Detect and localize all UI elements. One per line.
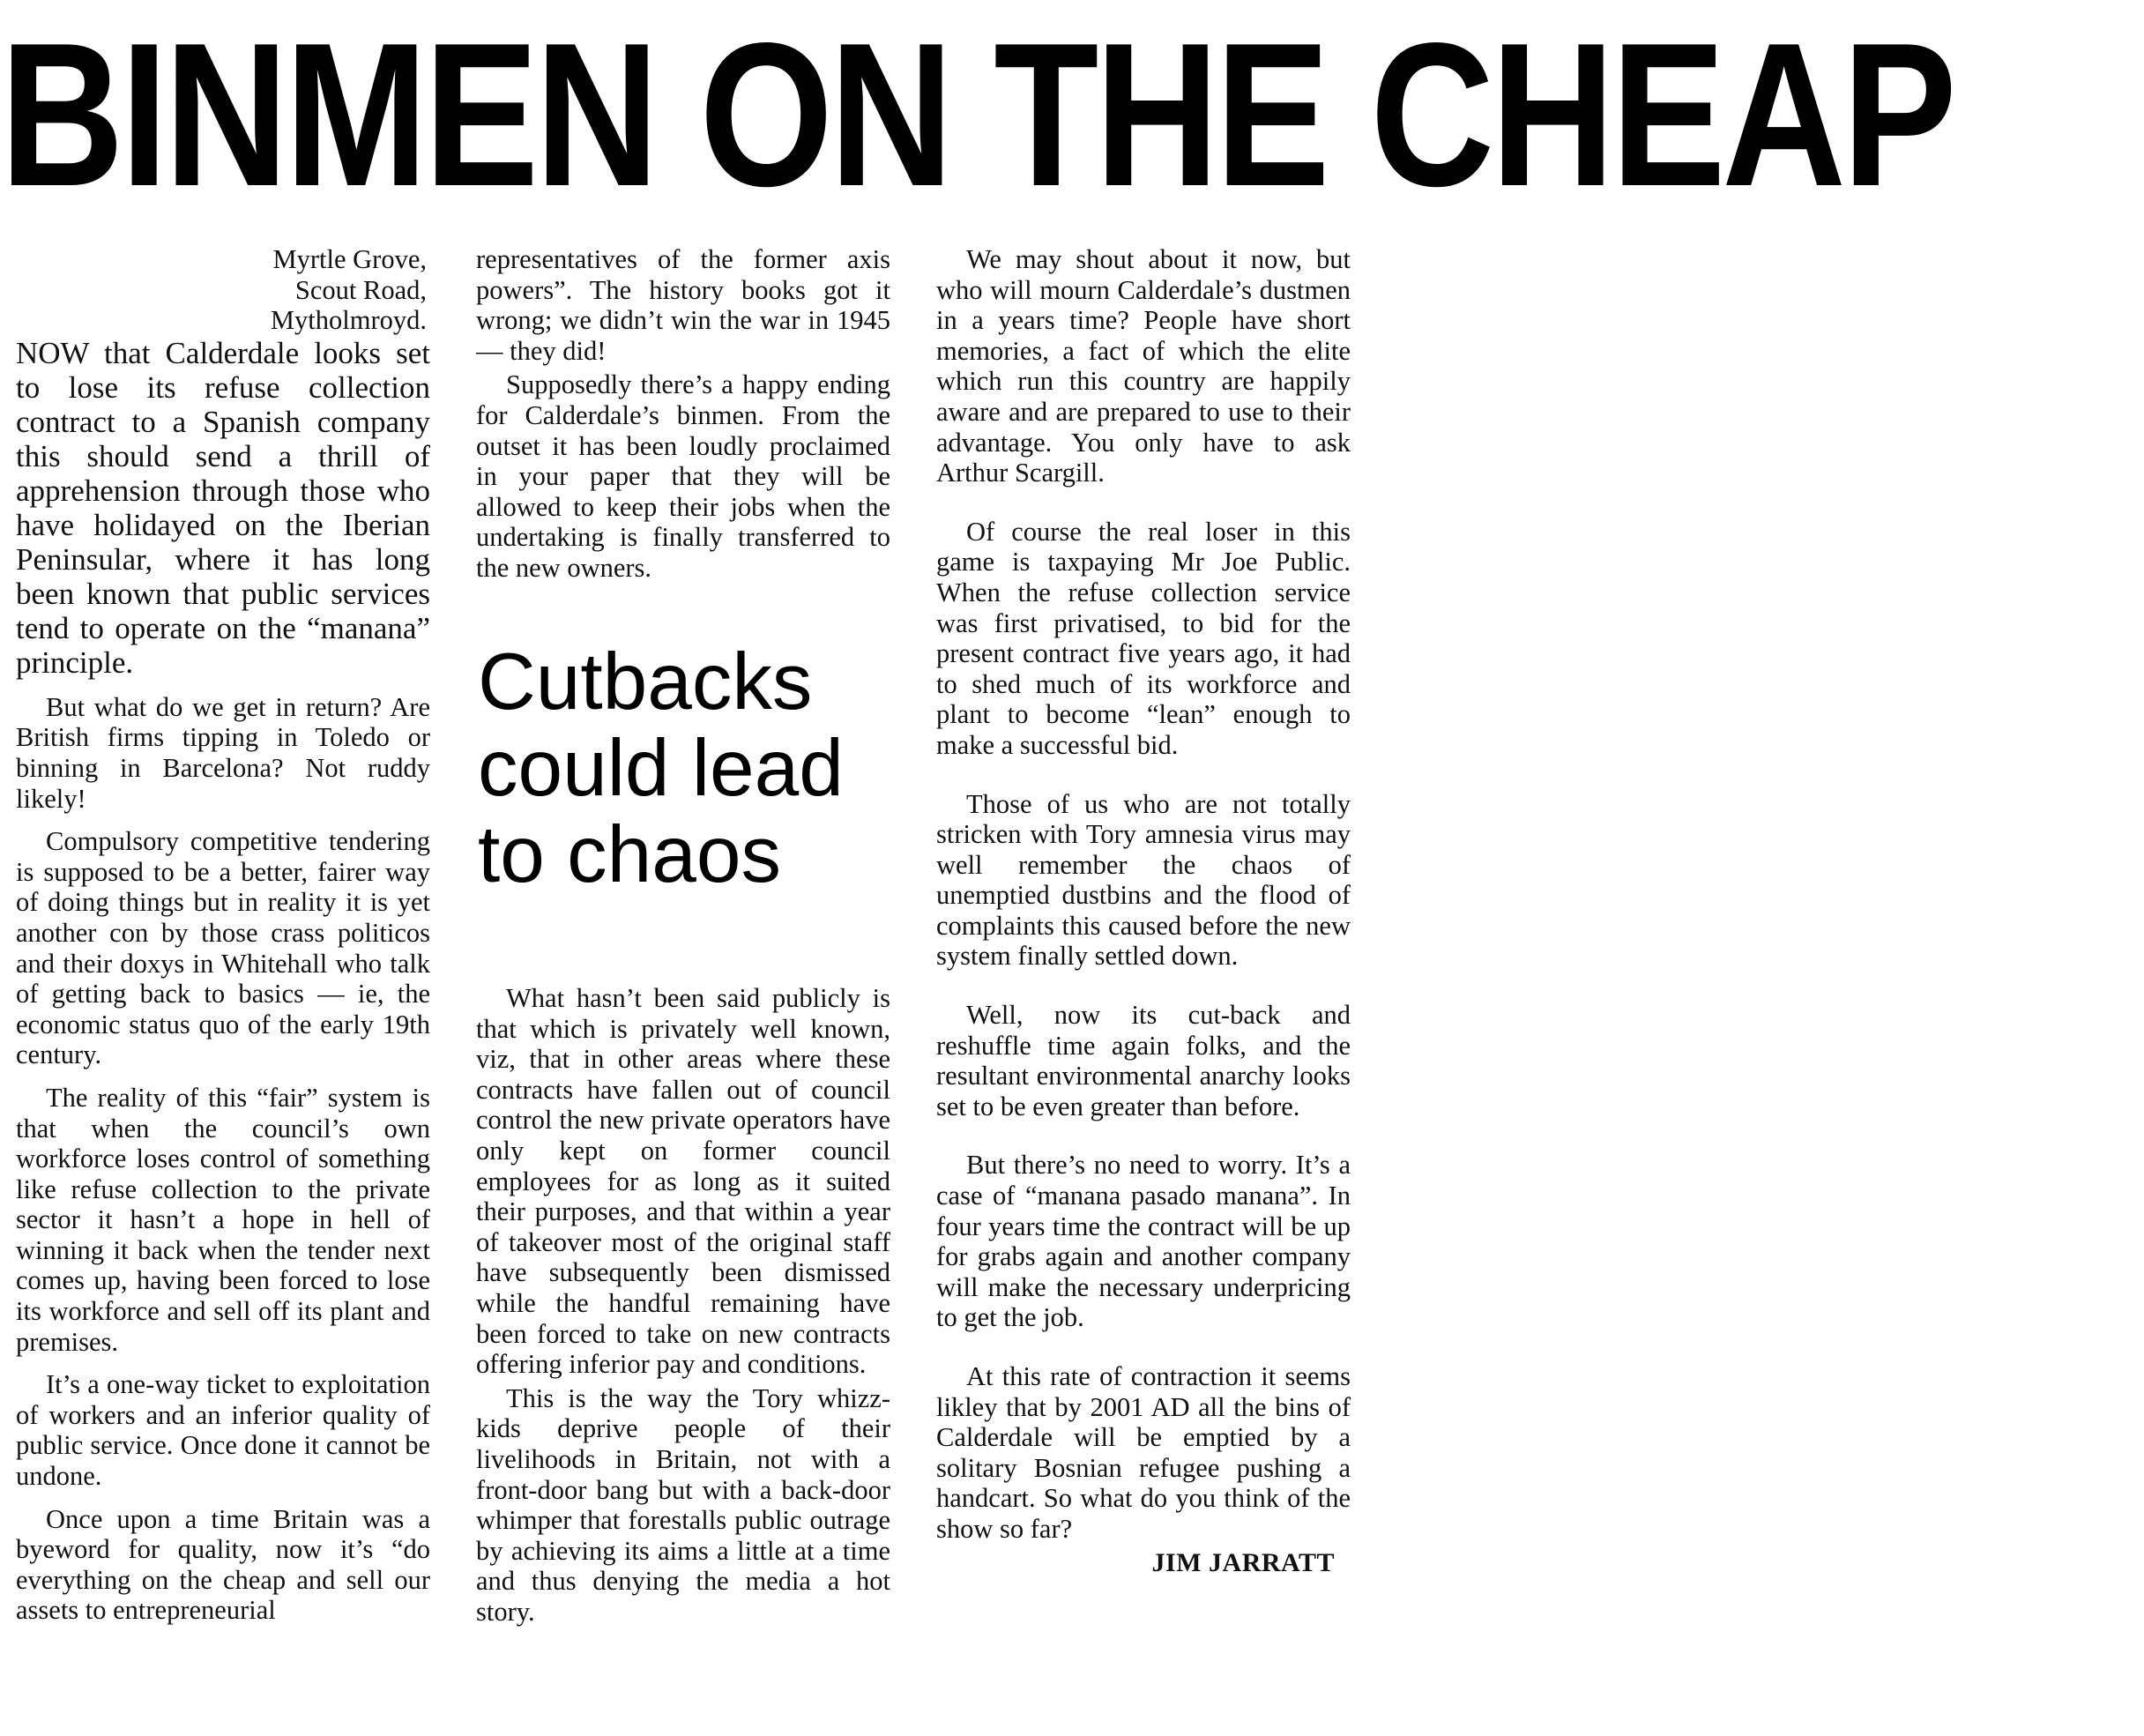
paragraph: Of course the real loser in this game is taxpaying Mr Joe Public. When the refuse collection service was first privatised, to bid for the present contract five years ago, it had to shed much of its workforce and plant to become “lean” enough to make a successful bid. bbox=[936, 516, 1351, 760]
address-line: Myrtle Grove, bbox=[272, 244, 427, 274]
paragraph: It’s a one-way ticket to exploitation of workers and an inferior quality of public service. Once done it cannot be undone. bbox=[16, 1369, 430, 1492]
address-line: Scout Road, bbox=[294, 274, 427, 305]
paragraph: NOW that Calderdale looks set to lose its refuse collection contract to a Spanish company this should send a thrill of apprehension through those who have holidayed on the Iberian Peninsular, where it has long been known that public services tend to operate on the “manana” principle. bbox=[16, 335, 430, 680]
letter-column-1 bbox=[16, 244, 430, 1626]
letter-column-3 bbox=[936, 244, 1351, 1578]
paragraph: Well, now its cut-back and reshuffle time again folks, and the resultant environmental anarchy looks set to be even greater than before. bbox=[936, 1000, 1351, 1121]
sender-address bbox=[16, 244, 430, 336]
letter-column-2-top bbox=[476, 244, 890, 584]
paragraph: This is the way the Tory whizz-kids deprive people of their livelihoods in Britain, not with a front-door bang but with a back-door whimper that forestalls public outrage by achieving its aims a little at a time and thus denying the media a hot story. bbox=[476, 1382, 890, 1627]
headline: BINMEN ON THE CHEAP bbox=[0, 1, 1954, 229]
paragraph: Supposedly there’s a happy ending for Calderdale’s binmen. From the outset it has been loudly proclaimed in your paper that they will be allowed to keep their jobs when the undertaking is finally transferred to the new owners. bbox=[476, 369, 890, 583]
paragraph: But there’s no need to worry. It’s a case of “manana pasado manana”. In four years time the contract will be up for grabs again and another company will make the necessary underpricing to get the job. bbox=[936, 1150, 1351, 1333]
letter-column-2-bottom bbox=[476, 983, 890, 1627]
subheading: Cutbacks could lead to chaos bbox=[478, 637, 844, 899]
paragraph: Those of us who are not totally stricken with Tory amnesia virus may well remember the chaos of unemptied dustbins and the flood of complaints this caused before the new system finally settled down. bbox=[936, 788, 1351, 972]
paragraph: Once upon a time Britain was a byeword for quality, now it’s “do everything on the cheap and sell our assets to entrepreneurial bbox=[16, 1503, 430, 1626]
paragraph: What hasn’t been said publicly is that which is privately well known, viz, that in other areas where these contracts have fallen out of council control the new private operators have only kept on former council employees for as long as it suited their purposes, and that within a year of takeover most of the original staff have subsequently been dismissed while the handful remaining have been forced to take on new contracts offering inferior pay and conditions. bbox=[476, 983, 890, 1380]
paragraph: representatives of the former axis powers”. The history books got it wrong; we didn’t win the war in 1945 — they did! bbox=[476, 244, 890, 366]
paragraph: But what do we get in return? Are British firms tipping in Toledo or binning in Barcelona? Not ruddy likely! bbox=[16, 691, 430, 814]
address-line: Mytholmroyd. bbox=[270, 305, 427, 336]
author-byline: JIM JARRATT bbox=[1151, 1547, 1335, 1577]
paragraph: The reality of this “fair” system is that when the council’s own workforce loses control of something like refuse collection to the private sector it hasn’t a hope in hell of winning it back when the tender next comes up, having been forced to lose its workforce and sell off its plant and premises. bbox=[16, 1082, 430, 1357]
paragraph: Compulsory competitive tendering is supposed to be a better, fairer way of doing things but in reality it is yet another con by those crass politicos and their doxys in Whitehall who talk of getting back to basics — ie, the economic status quo of the early 19th century. bbox=[16, 826, 430, 1070]
paragraph: We may shout about it now, but who will mourn Calderdale’s dustmen in a years time? People have short memories, a fact of which the elite which run this country are happily aware and are prepared to use to their advantage. You only have to ask Arthur Scargill. bbox=[936, 244, 1351, 488]
paragraph: At this rate of contraction it seems likley that by 2001 AD all the bins of Calderdale will be emptied by a solitary Bosnian refugee pushing a handcart. So what do you think of the show so far? bbox=[936, 1361, 1351, 1544]
